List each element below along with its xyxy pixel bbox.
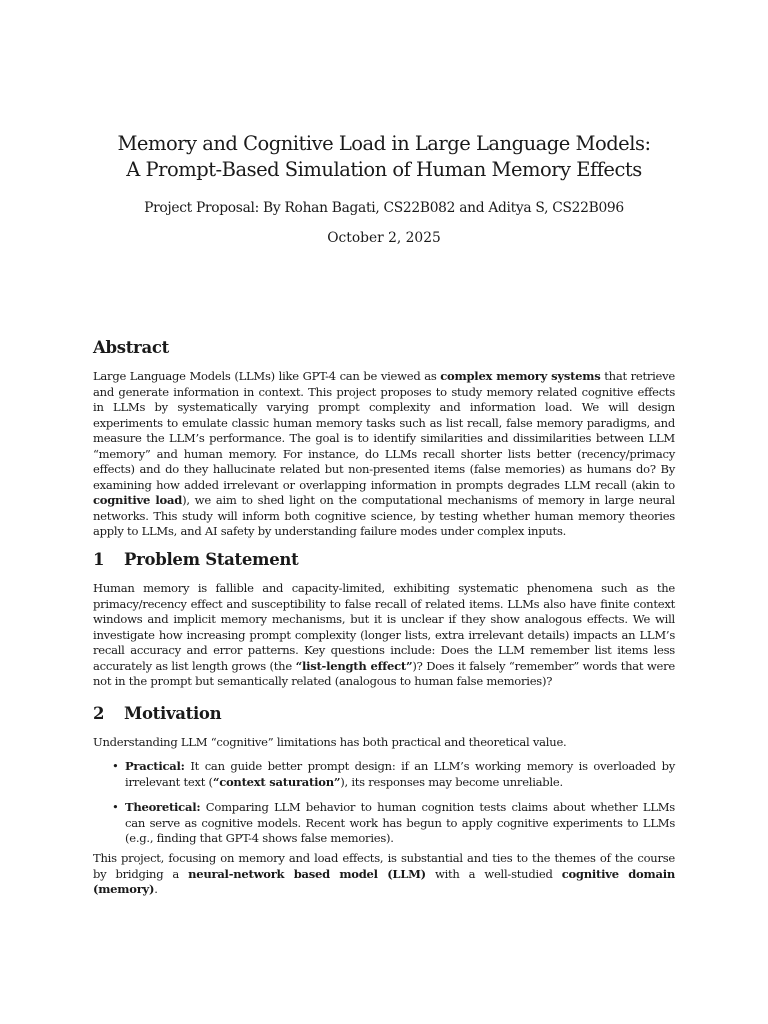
bullet-icon: • [112,759,119,773]
paper-title [93,131,675,183]
abstract-heading: Abstract [93,338,169,357]
abstract-bold-1: complex memory systems [440,369,601,383]
bullet-theoretical: • Theoretical: Comparing LLM behavior to human cognition tests claims about whether LLMs can serve as cognitive models. Recent work has begun to apply cognitive experiments to LLMs (e.g., finding that GPT-4 shows false memories). [112,800,675,845]
bullet-practical: • Practical: It can guide better prompt design: if an LLM’s working memory is overloaded by irrelevant text (“context saturation”), its responses may become unreliable. [112,759,675,789]
title-line-2: A Prompt-Based Simulation of Human Memory Effects [126,158,642,181]
author-line: Project Proposal: By Rohan Bagati, CS22B082 and Aditya S, CS22B096 [144,200,624,216]
motivation-outro: This project, focusing on memory and load effects, is substantial and ties to the themes of the course by bridging a neural-network based model (LLM) with a well-studied cognitive domain (memory). [93,851,675,896]
abstract-text: Large Language Models (LLMs) like GPT-4 can be viewed as complex memory systems that retrieve and generate information in context. This project proposes to study memory related cognitive effects in LLMs by systematically varying prompt complexity and information load. We will design experiments to emulate classic human memory tasks such as list recall, false memory paradigms, and measure the LLM’s performance. The goal is to identify similarities and dissimilarities between LLM “memory” and human memory. For instance, do LLMs recall shorter lists better (recency/primacy effects) and do they hallucinate related but non-presented items (false memories) as humans do? By examining how added irrelevant or overlapping information in prompts degrades LLM recall (akin to cognitive load), we aim to shed light on the computational mechanisms of memory in large neural networks. This study will inform both cognitive science, by testing whether human memory theories apply to LLMs, and AI safety by understanding failure modes under complex inputs. [93,369,675,538]
list-length-effect-bold: “list-length effect” [295,658,413,673]
problem-statement-heading [93,549,298,571]
title-line-1: Memory and Cognitive Load in Large Language Models: [117,132,651,155]
context-saturation-bold: “context saturation” [212,774,341,789]
bullet-label: Theoretical: [125,800,201,814]
outro-bold-1: neural-network based model (LLM) [188,866,426,881]
section-number: 2 [93,704,105,723]
problem-statement-text: Human memory is fallible and capacity-limited, exhibiting systematic phenomena such as the primacy/recency effect and susceptibility to false recall of related items. LLMs also have finite context windows and implicit memory mechanisms, but it is unclear if they show analogous effects. We will investigate how increasing prompt complexity (longer lists, extra irrelevant details) impacts an LLM’s recall accuracy and error patterns. Key questions include: Does the LLM remember list items less accurately as list length grows (the “list-length effect”)? Does it falsely “remember” words that were not in the prompt but semantically related (analogous to human false memories)? [93,581,675,688]
section-title: Problem Statement [124,550,299,569]
outro-bold-2: cognitive domain (memory) [93,866,675,896]
abstract-bold-2: cognitive load [93,493,183,507]
section-title: Motivation [124,704,222,723]
section-number: 1 [93,550,105,569]
bullet-label: Practical: [125,759,185,773]
motivation-intro: Understanding LLM “cognitive” limitations has both practical and theoretical value. [93,735,567,749]
motivation-heading [93,703,221,725]
motivation-bullet-list [93,759,675,847]
date-line: October 2, 2025 [327,230,441,246]
bullet-icon: • [112,800,119,814]
